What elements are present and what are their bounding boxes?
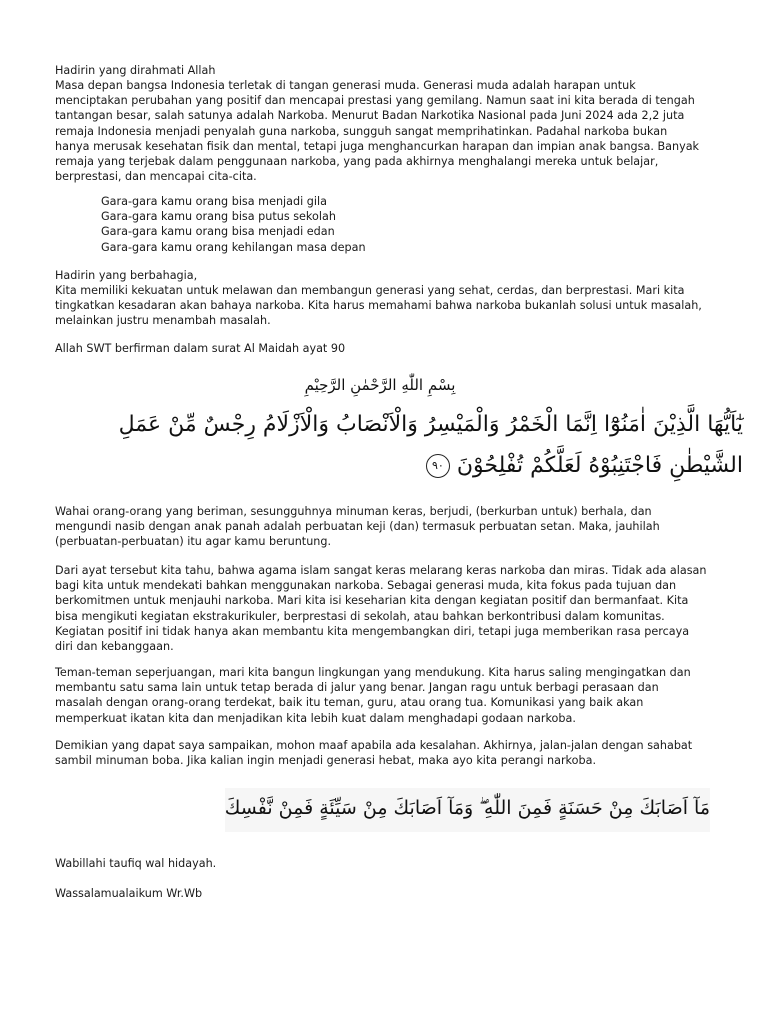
text-line: berprestasi, dan mencapai cita-cita. <box>55 170 257 184</box>
paragraph-explanation-text <box>55 563 713 654</box>
greeting-second: Hadirin yang berbahagia, <box>55 269 198 282</box>
verse-introduction: Allah SWT berfirman dalam surat Al Maidah ayat 90 <box>55 342 346 355</box>
paragraph-friends-text <box>55 665 713 726</box>
text-line: Teman-teman seperjuangan, mari kita bangun lingkungan yang mendukung. Kita harus saling mengingatkan dan <box>55 666 691 679</box>
text-line: bisa mengikuti kegiatan ekstrakurikuler, berprestasi di sekolah, atau bahkan berkontribusi dalam komunitas. <box>55 609 665 623</box>
text-line: Wahai orang-orang yang beriman, sesungguhnya minuman keras, berjudi, (berkurban untuk) berhala, dan <box>55 505 652 518</box>
text-line: berkomitmen untuk menjauhi narkoba. Mari kita isi keseharian kita dengan kegiatan positif dan bermanfaat. Kita <box>55 594 689 608</box>
poem-line: Gara-gara kamu orang bisa menjadi edan <box>101 225 335 239</box>
poem-line: Gara-gara kamu orang bisa menjadi gila <box>101 195 327 208</box>
text-line: (perbuatan-perbuatan) itu agar kamu beruntung. <box>55 535 332 549</box>
greeting-opening: Hadirin yang dirahmati Allah <box>55 64 216 77</box>
paragraph-strength <box>55 283 713 329</box>
text-line: masalah dengan orang-orang terdekat, baik itu teman, guru, atau orang tua. Komunikasi yang baik akan <box>55 696 644 710</box>
text-line: Masa depan bangsa Indonesia terletak di tangan generasi muda. Generasi muda adalah harapan untuk <box>55 79 636 92</box>
paragraph-explanation <box>55 563 713 654</box>
text-line: bagi kita untuk mendekati bahkan menggunakan narkoba. Sebagai generasi muda, kita fokus pada tujuan dan <box>55 579 677 593</box>
ayah-number-marker: ٩٠ <box>426 454 450 478</box>
paragraph-intro <box>55 78 713 184</box>
paragraph-translation <box>55 504 713 550</box>
closing-prayer: Wabillahi taufiq wal hidayah. <box>55 857 217 870</box>
quran-quote-calligraphy: مَآ اَصَابَكَ مِنْ حَسَنَةٍ فَمِنَ اللّٰهِ ۖ وَمَآ اَصَابَكَ مِنْ سَيِّئَةٍ فَمِنْ نَّفْسِكَ <box>225 788 710 832</box>
poem-lines <box>101 194 661 255</box>
text-line: membantu satu sama lain untuk tetap berada di jalur yang benar. Jangan ragu untuk berbagi perasaan dan <box>55 681 659 695</box>
paragraph-translation-text <box>55 504 713 550</box>
ayah-line-1: يٰٓاَيُّهَا الَّذِيْنَ اٰمَنُوْٓا اِنَّمَا الْخَمْرُ وَالْمَيْسِرُ وَالْاَنْصَابُ وَالْاَزْلَامُ رِجْسٌ مِّنْ عَمَلِ <box>118 412 743 437</box>
closing-salam: Wassalamualaikum Wr.Wb <box>55 887 203 900</box>
text-line: memperkuat ikatan kita dan menjadikan kita lebih kuat dalam menghadapi godaan narkoba. <box>55 711 576 725</box>
text-line: Demikian yang dapat saya sampaikan, mohon maaf apabila ada kesalahan. Akhirnya, jalan-jalan dengan sahabat <box>55 739 693 752</box>
ayah-line-2-text: الشَّيْطٰنِ فَاجْتَنِبُوْهُ لَعَلَّكُمْ تُفْلِحُوْنَ <box>456 453 743 478</box>
paragraph-closing <box>55 738 713 768</box>
text-line: Kegiatan positif ini tidak hanya akan membantu kita mengembangkan diri, tetapi juga memberikan rasa percaya <box>55 624 690 638</box>
text-line: Kita memiliki kekuatan untuk melawan dan membangun generasi yang sehat, cerdas, dan berprestasi. Mari kita <box>55 284 685 297</box>
text-line: remaja yang terjebak dalam penggunaan narkoba, yang pada akhirnya menghalangi mereka untuk belajar, <box>55 155 659 169</box>
ayah-line-2 <box>105 449 743 483</box>
paragraph-intro-text <box>55 78 713 184</box>
text-line: melainkan justru menambah masalah. <box>55 314 271 328</box>
basmalah-calligraphy: بِسْمِ اللّٰهِ الرَّحْمٰنِ الرَّحِيْمِ <box>304 376 456 394</box>
text-line: Dari ayat tersebut kita tahu, bahwa agama islam sangat keras melarang keras narkoba dan miras. Tidak ada alasan <box>55 564 707 577</box>
text-line: tantangan besar, salah satunya adalah Narkoba. Menurut Badan Narkotika Nasional pada Juni 2024 ada 2,2 juta <box>55 109 685 123</box>
paragraph-friends <box>55 665 713 726</box>
text-line: menciptakan perubahan yang positif dan mencapai prestasi yang gemilang. Namun saat ini kita berada di tengah <box>55 94 695 108</box>
text-line: hanya merusak kesehatan fisik dan mental, tetapi juga menghancurkan harapan dan impian anak bangsa. Banyak <box>55 139 700 153</box>
poem-line: Gara-gara kamu orang kehilangan masa depan <box>101 240 366 254</box>
text-line: diri dan kebanggaan. <box>55 640 174 654</box>
text-line: remaja Indonesia menjadi penyalah guna narkoba, sungguh sangat memprihatinkan. Padahal narkoba bukan <box>55 124 668 138</box>
poem-line: Gara-gara kamu orang bisa putus sekolah <box>101 210 336 224</box>
text-line: sambil minuman boba. Jika kalian ingin menjadi generasi hebat, maka ayo kita perangi narkoba. <box>55 754 596 768</box>
text-line: tingkatkan kesadaran akan bahaya narkoba. Kita harus memahami bahwa narkoba bukanlah solusi untuk masalah, <box>55 299 702 313</box>
paragraph-closing-text <box>55 738 713 768</box>
paragraph-strength-text <box>55 283 713 329</box>
text-line: mengundi nasib dengan anak panah adalah perbuatan keji (dan) termasuk perbuatan setan. Maka, jauhilah <box>55 520 660 534</box>
